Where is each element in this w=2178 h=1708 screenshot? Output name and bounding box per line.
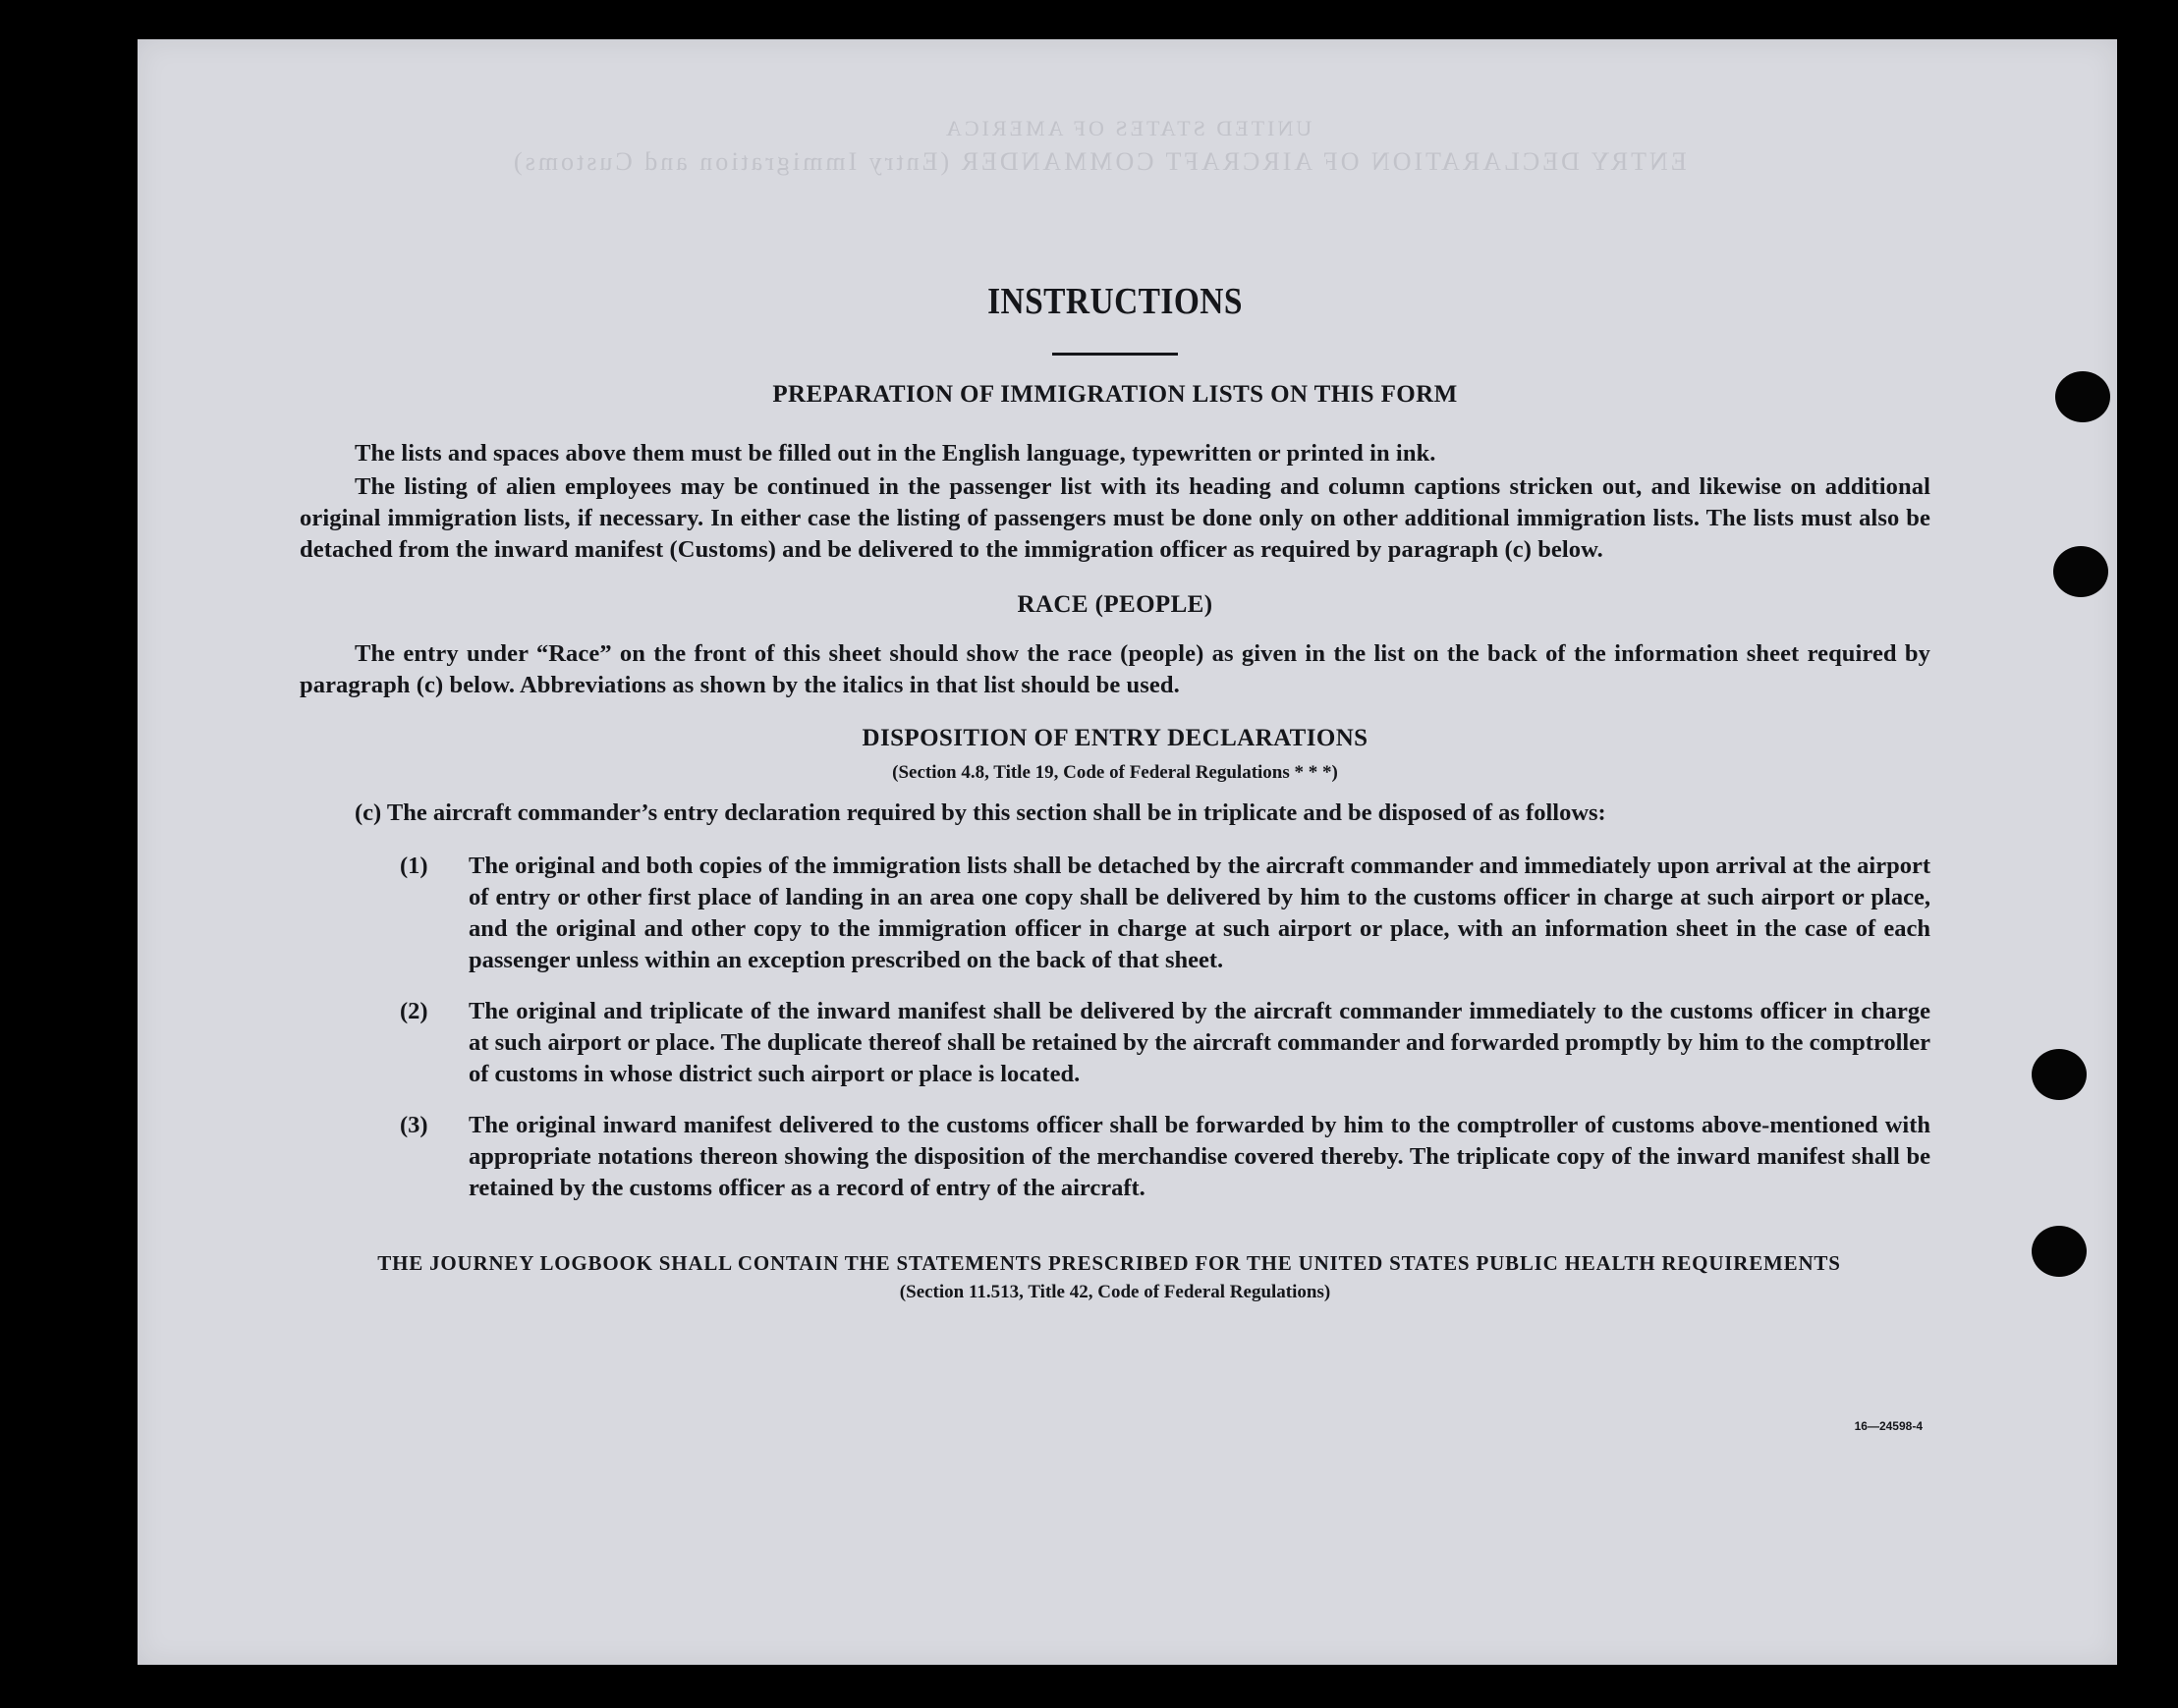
punch-hole-3 <box>2032 1049 2087 1100</box>
punch-hole-4 <box>2032 1226 2087 1277</box>
punch-hole-2 <box>2053 546 2108 597</box>
disposition-heading: DISPOSITION OF ENTRY DECLARATIONS <box>862 725 1368 751</box>
race-paragraph: The entry under “Race” on the front of this sheet should show the race (people) as given in the list on the back of the information sheet required by paragraph (c) below. Abbreviations as shown by the italics in that list should be used. <box>300 640 1930 698</box>
disposition-clause-c: (c) The aircraft commander’s entry declaration required by this section shall be in triplicate and be disposed of as follows: <box>355 799 1606 826</box>
item-number: (2) <box>400 998 428 1024</box>
bleed-through-line-1: UNITED STATES OF AMERICA <box>943 116 1312 140</box>
item-text: The original and triplicate of the inward manifest shall be delivered by the aircraft commander immediately to the customs officer in charge at such airport or place. The duplicate thereof shall be retained by the aircraft commander and forwarded promptly by him to the comptroller of customs in whose district such airport or place is located. <box>469 998 1930 1087</box>
preparation-paragraph-2: The listing of alien employees may be continued in the passenger list with its heading and column captions stricken out, and likewise on additional original immigration lists, if necessary. In either case the listing of passengers must be done only on other additional immigration lists. The lists must also be detached from the inward manifest (Customs) and be delivered to the immigration officer as required by paragraph (c) below. <box>300 473 1930 563</box>
page-title: INSTRUCTIONS <box>987 281 1243 322</box>
bleed-through-line-2: ENTRY DECLARATION OF AIRCRAFT COMMANDER (Entry Immigration and Customs) <box>511 147 1687 176</box>
disposition-item-3 <box>300 1110 1930 1204</box>
item-text: The original and both copies of the immigration lists shall be detached by the aircraft commander and immediately upon arrival at the airport of entry or other first place of landing in an area one copy shall be delivered by him to the customs officer in charge at such airport or place, and the original and other copy to the immigration officer in charge at such airport or place, with an information sheet in the case of each passenger unless within an exception prescribed on the back of that sheet. <box>469 853 1930 973</box>
punch-hole-1 <box>2055 371 2110 422</box>
public-health-citation: (Section 11.513, Title 42, Code of Federal Regulations) <box>899 1282 1331 1302</box>
disposition-citation: (Section 4.8, Title 19, Code of Federal Regulations * * *) <box>892 762 1338 783</box>
preparation-paragraph-1: The lists and spaces above them must be filled out in the English language, typewritten or printed in ink. <box>355 440 1436 467</box>
item-number: (1) <box>400 853 428 879</box>
instructions-content <box>300 280 1930 1303</box>
race-heading: RACE (PEOPLE) <box>1017 591 1213 618</box>
preparation-heading: PREPARATION OF IMMIGRATION LISTS ON THIS FORM <box>772 381 1458 408</box>
title-rule <box>1052 353 1178 356</box>
item-text: The original inward manifest delivered to the customs officer shall be forwarded by him to the comptroller of customs above-mentioned with appropriate notations thereon showing the disposition of the merchandise covered thereby. The triplicate copy of the inward manifest shall be retained by the customs officer as a record of entry of the aircraft. <box>469 1112 1930 1201</box>
public-health-statement: THE JOURNEY LOGBOOK SHALL CONTAIN THE STATEMENTS PRESCRIBED FOR THE UNITED STATES PUBLIC HEALTH REQUIREMENTS <box>377 1251 1841 1275</box>
form-number: 16—24598-4 <box>1854 1419 1923 1433</box>
disposition-item-2 <box>300 996 1930 1090</box>
disposition-item-1 <box>300 851 1930 976</box>
item-number: (3) <box>400 1112 428 1138</box>
